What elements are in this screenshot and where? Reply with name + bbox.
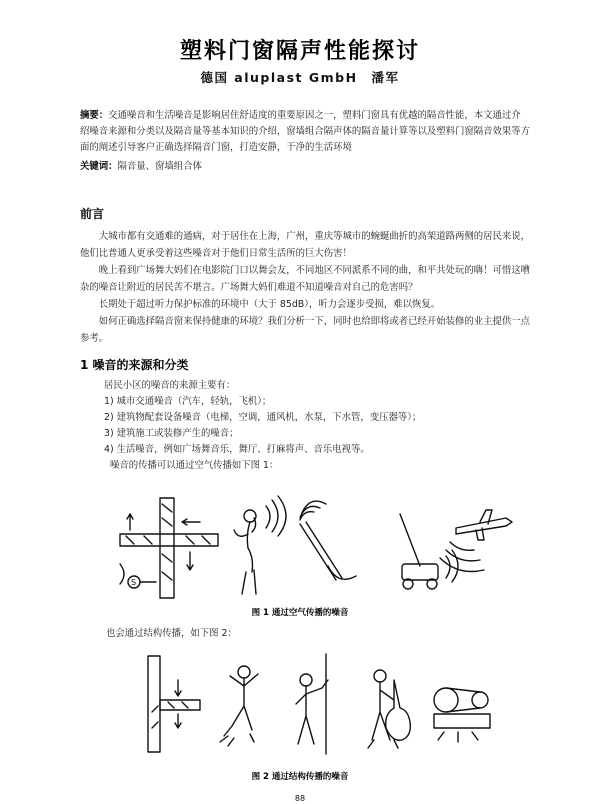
list-item: 1) 城市交通噪音（汽车，轻轨，飞机）； — [104, 396, 272, 407]
singer-icon — [234, 496, 286, 594]
air-transmission-text: 噪音的传播可以通过空气传播如下图 1： — [110, 460, 279, 471]
author-line: 德国 aluplast GmbH 潘军 — [200, 70, 400, 85]
intro-paragraph-4: 如何正确选择隔音窗来保持健康的环境？我们分析一下，同时也给即将或者已经开始装修的业主提供一点参考。 — [80, 316, 531, 344]
figure-1-caption: 图 1 通过空气传播的噪音 — [251, 608, 349, 618]
list-intro: 居民小区的噪音的来源主要有： — [104, 380, 236, 391]
abstract — [80, 108, 530, 156]
page-title: 塑料门窗隔声性能探讨 — [179, 39, 420, 64]
dancer-icon — [220, 666, 258, 746]
abstract-text: 交通噪音和生活噪音是影响居住舒适度的重要原因之一，塑料门窗具有优越的隔音性能，本文通过介绍噪音来源和分类以及隔音量等基本知识的介绍，窗墙组合隔声体的隔音量计算等以及塑料门窗隔音效果等方面的阐述引导客户正确选择隔音门窗，打造安静，干净的生活环境 — [80, 110, 531, 153]
cellist-icon — [368, 670, 410, 748]
figure-1-airborne-noise — [100, 494, 520, 606]
figure-2-caption: 图 2 通过结构传播的噪音 — [251, 772, 349, 782]
keywords — [80, 160, 530, 174]
lawn-mower-icon — [400, 514, 458, 589]
intro-paragraph-3: 长期处于超过听力保护标准的环境中（大于 85dB），听力会逐步受损，难以恢复。 — [98, 299, 441, 310]
page-number: 88 — [294, 794, 306, 803]
machine-icon — [434, 688, 490, 742]
trombone-icon — [300, 501, 356, 580]
figure-2-structure-noise — [128, 650, 508, 760]
keywords-label: 关键词： — [80, 161, 118, 172]
wall-cross-section-icon — [120, 498, 218, 598]
list-item: 2) 建筑物配套设备噪音（电梯，空调，通风机，水泵，下水管，变压器等）； — [104, 412, 422, 423]
svg-text:S: S — [131, 578, 137, 587]
keywords-text: 隔音量、窗墙组合体 — [117, 161, 202, 172]
structure-transmission-text: 也会通过结构传播，如下图 2： — [106, 628, 237, 639]
abstract-label: 摘要： — [80, 110, 109, 121]
intro-paragraph-2: 晚上看到广场舞大妈们在电影院门口以舞会友，不同地区不同派系不同的曲，和平共处玩的嗨！可惜这嘈杂的噪音让附近的居民苦不堪言。广场舞大妈们难道不知道噪音对自己的危害吗？ — [80, 265, 531, 293]
intro-paragraph-1: 大城市都有交通难的通病，对于居住在上海，广州，重庆等城市的蜿蜒曲折的高架道路两侧的居民来说，他们比普通人更承受着这些噪音对于他们日常生活所的巨大伤害！ — [80, 231, 531, 259]
section-heading-noise-sources: 1 噪音的来源和分类 — [80, 358, 189, 372]
list-item: 3) 建筑施工或装修产生的噪音； — [104, 428, 239, 439]
airplane-icon — [440, 510, 512, 572]
section-heading-intro: 前言 — [80, 207, 105, 221]
noise-source-list — [104, 378, 421, 474]
hammering-worker-icon — [296, 654, 328, 754]
slab-junction-icon — [148, 656, 200, 752]
list-item: 4) 生活噪音，例如广场舞音乐，舞厅、打麻将声、音乐电视等。 — [104, 444, 370, 455]
